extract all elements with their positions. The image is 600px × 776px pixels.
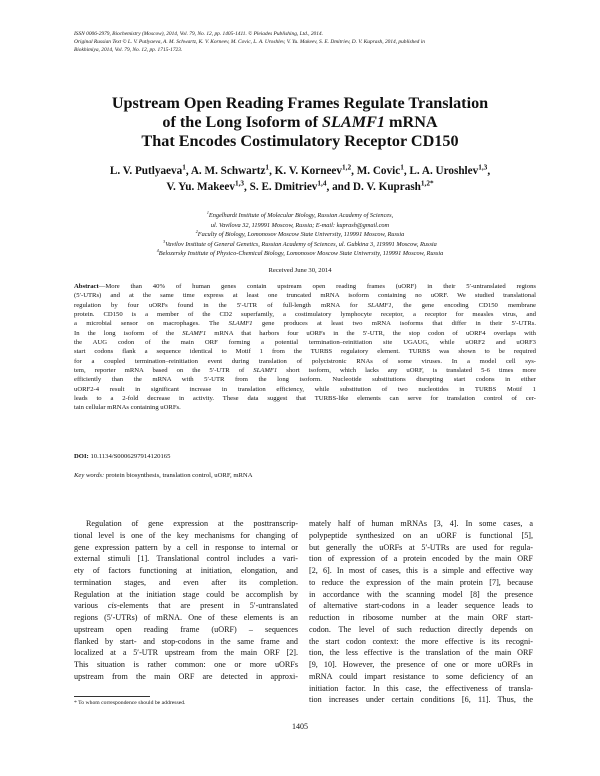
author-name: M. Covic$^1$ — [356, 163, 404, 177]
body-text-line: tional level is one of the key mechanisms for changing of — [74, 530, 298, 540]
abstract-line: efficiently than the mRNA with 5′-UTR from the long isoform. Nucleotide substitutions disrupting start codons in either — [74, 376, 536, 384]
body-text-line: polypeptide synthesized on an uORF is functional [5], — [309, 530, 533, 540]
author-name: D. V. Kuprash$^{1,2*}$ — [352, 179, 434, 193]
footnote: * To whom correspondence should be addressed. — [74, 700, 186, 706]
body-text-line: of alternative start-codons in a leader sequence leads to — [309, 601, 533, 611]
body-text-line: initiation factor. In this case, the effectiveness of transla- — [309, 683, 533, 693]
body-text-line: upstream open reading frame (uORF) – sequences — [74, 624, 298, 634]
abstract-line: the AUG codon of the main ORF forming a potential termination–reinitiation site UGAUG, while uORF2 and uORF3 — [74, 339, 536, 347]
doi-value: 10.1134/S0006297914120165 — [90, 453, 171, 460]
abstract-line: start codons flank a sequence identical to Motif 1 from the TURBS regulatory element. TURBS was shown to be required — [74, 348, 536, 356]
journal-header-line: ISSN 0006-2979, Biochemistry (Moscow), 2014, Vol. 79, No. 12, pp. 1405-1411. © Pleiades Publishing, Ltd., 2014. — [74, 31, 323, 37]
original-text-line: Original Russian Text © L. V. Putlyaeva, A. M. Schwartz, K. V. Korneev, M. Covic, L. A. Uroshlev, V. Yu. Makeev, S. E. Dmitriev, D. V. Kuprash, 2014, published in — [74, 39, 425, 45]
body-text-line: gene expression pattern by a cell in response to internal or — [74, 542, 298, 552]
body-text-line: ety of factors functioning at initiation, elongation, and — [74, 566, 298, 575]
body-text-line: This situation is rather common: one or more uORFs — [74, 660, 298, 669]
body-text-line: mately half of human mRNAs [3, 4]. In some cases, a — [309, 519, 533, 528]
keywords-value: protein biosynthesis, translation control, uORF, mRNA — [105, 472, 253, 479]
footnote-divider — [74, 696, 150, 697]
body-text-line: flanked by start- and stop-codons in the same frame and — [74, 636, 298, 646]
doi — [74, 452, 170, 461]
author-name: L. V. Putlyaeva$^1$ — [109, 163, 186, 177]
body-column-left — [74, 518, 298, 683]
body-text-line: tion of expression of a protein encoded by the main ORF — [309, 554, 533, 564]
abstract-line: Abstract—More than 40% of human genes contain upstream open reading frames (uORF) in their 5′-untranslated regions — [74, 283, 536, 290]
affiliations — [70, 211, 530, 259]
gene-name: SLAMF1 — [322, 113, 385, 131]
body-text-line: [9, 10]. However, the presence of one or more uORFs in — [309, 660, 533, 669]
abstract-line: protein. CD150 is a member of the CD2 superfamily, a costimulatory lymphocyte receptor, a receptor for measles virus, and — [74, 311, 536, 319]
body-text-line: Regulation at the initiation stage could be accomplish by — [74, 589, 298, 599]
abstract-line: for a coupled termination–reinitiation event during translation of polycistronic RNAs of some viruses. In a model cell sys- — [74, 357, 536, 365]
title-line: of the Long Isoform of SLAMF1 mRNA — [162, 113, 438, 131]
author-line: L. V. Putlyaeva$^1$, A. M. Schwartz$^1$, K. V. Korneev$^{1,2}$, M. Covic$^1$, L. A. Uroshlev$^{1,3}$, — [109, 163, 491, 177]
author-name: L. A. Uroshlev$^{1,3}$ — [409, 163, 488, 177]
doi-label: DOI: — [74, 453, 89, 460]
abstract-label: Abstract — [74, 283, 99, 290]
body-column-right — [309, 518, 533, 706]
body-text-line: termination stages, and even after its completion. — [74, 577, 298, 587]
abstract-line: uORF2-4 result in significant increase in translation efficiency, while substitution of two nucleotides in TURBS Motif 1 — [74, 385, 536, 393]
body-text-line: reduction in ribosome number at the main ORF start- — [309, 613, 533, 622]
abstract — [74, 282, 536, 413]
body-text-line: in accordance with the scanning model [8] the presence — [309, 589, 533, 599]
body-text-line: regions (5′-UTRs) of mRNA. One of these elements is an — [74, 613, 298, 622]
author-name: A. M. Schwartz$^1$ — [190, 163, 270, 177]
abstract-line: tain cellular mRNAs containing uORFs. — [74, 404, 181, 412]
body-text-line: tion increases under certain conditions [6, 11]. Thus, the — [309, 695, 533, 705]
body-text-line: [2, 6]. In most of cases, this is a simple and effective way — [309, 566, 533, 575]
author-name: S. E. Dmitriev$^{1,4}$ — [249, 179, 327, 193]
abstract-line: (5′-UTRs) and at the same time express at least one truncated mRNA isoform containing no uORF. We studied translational — [74, 292, 536, 300]
author-list — [70, 163, 530, 195]
author-name: K. V. Korneev$^{1,2}$ — [274, 163, 352, 177]
body-text-line: Regulation of gene expression at the posttranscrip- — [86, 519, 298, 528]
body-text-line: tion, the less effective is the translation of the main ORF — [309, 648, 533, 658]
affiliation-line: $^4$Belozersky Institute of Physico-Chemical Biology, Lomonosov Moscow State University, 119991 Moscow, Russia — [156, 248, 444, 258]
body-text-line: mRNA could impart resistance to some deficiency of an — [309, 671, 533, 681]
affiliation-line: ul. Vavilova 32, 119991 Moscow, Russia; E-mail: kuprash@gmail.com — [210, 221, 390, 229]
abstract-line: leads to a 2-fold decrease in activity. These data suggest that TURBS-like elements can serve for translation control of cer- — [74, 395, 536, 403]
body-text-line: to reduce the expression of the main protein [7], because — [309, 577, 533, 587]
title-line: That Encodes Costimulatory Receptor CD150 — [141, 132, 459, 150]
affiliation-line: $^1$Engelhardt Institute of Molecular Biology, Russian Academy of Sciences, — [206, 209, 394, 219]
body-text-line: various cis-elements that are present in 5′-untranslated — [74, 601, 298, 611]
body-text-line: localized at a 5′-UTR upstream from the main ORF [2]. — [74, 648, 298, 658]
title-line: Upstream Open Reading Frames Regulate Translation — [111, 94, 489, 112]
abstract-line: regulation by four uORFs found in the 5′-UTR of full-length mRNA for SLAMF1, the gene encoding CD150 membrane — [74, 301, 536, 309]
body-text-line: but generally the uORFs at 5′-UTRs are used for regula- — [309, 542, 533, 552]
keywords — [74, 471, 253, 480]
page-number: 1405 — [292, 722, 308, 731]
body-text-line: external stimuli [1]. Translational control includes a vari- — [74, 554, 298, 564]
original-text-line: Biokhimiya, 2014, Vol. 79, No. 12, pp. 1715-1723. — [74, 47, 183, 53]
body-text-line: upstream from the main ORF are detected in approxi- — [74, 671, 298, 681]
paper-title — [70, 94, 530, 151]
received-date: Received June 30, 2014 — [268, 267, 332, 274]
body-text-line: the start codon context: the more effective is its recogni- — [309, 636, 533, 646]
abstract-line: tem, reporter mRNA based on the 5′-UTR of SLAMF1 short isoform, which lacks any uORF, is translated 5-6 times more — [74, 367, 536, 375]
affiliation-line: $^3$Vavilov Institute of General Genetics, Russian Academy of Sciences, ul. Gubkina 3, 119991 Moscow, Russia — [163, 238, 437, 248]
abstract-line: In the long isoform of the SLAMF1 mRNA that harbors four uORFs in the 5′-UTR, the stop codon of uORF4 overlaps with — [74, 329, 536, 337]
author-line: V. Yu. Makeev$^{1,3}$, S. E. Dmitriev$^{1,4}$, and D. V. Kuprash$^{1,2*}$ — [166, 179, 434, 193]
original-text-note — [74, 38, 536, 54]
body-text-line: codon. The level of such reduction directly depends on — [309, 624, 533, 634]
affiliation-line: $^2$Faculty of Biology, Lomonosov Moscow State University, 119991 Moscow, Russia — [195, 229, 405, 239]
keywords-label: Key words: — [74, 472, 105, 479]
author-name: V. Yu. Makeev$^{1,3}$ — [166, 179, 245, 193]
abstract-line: a microbial sensor on macrophages. The SLAMF1 gene produces at least two mRNA isoforms that differ in their 5′-UTRs. — [74, 320, 536, 328]
